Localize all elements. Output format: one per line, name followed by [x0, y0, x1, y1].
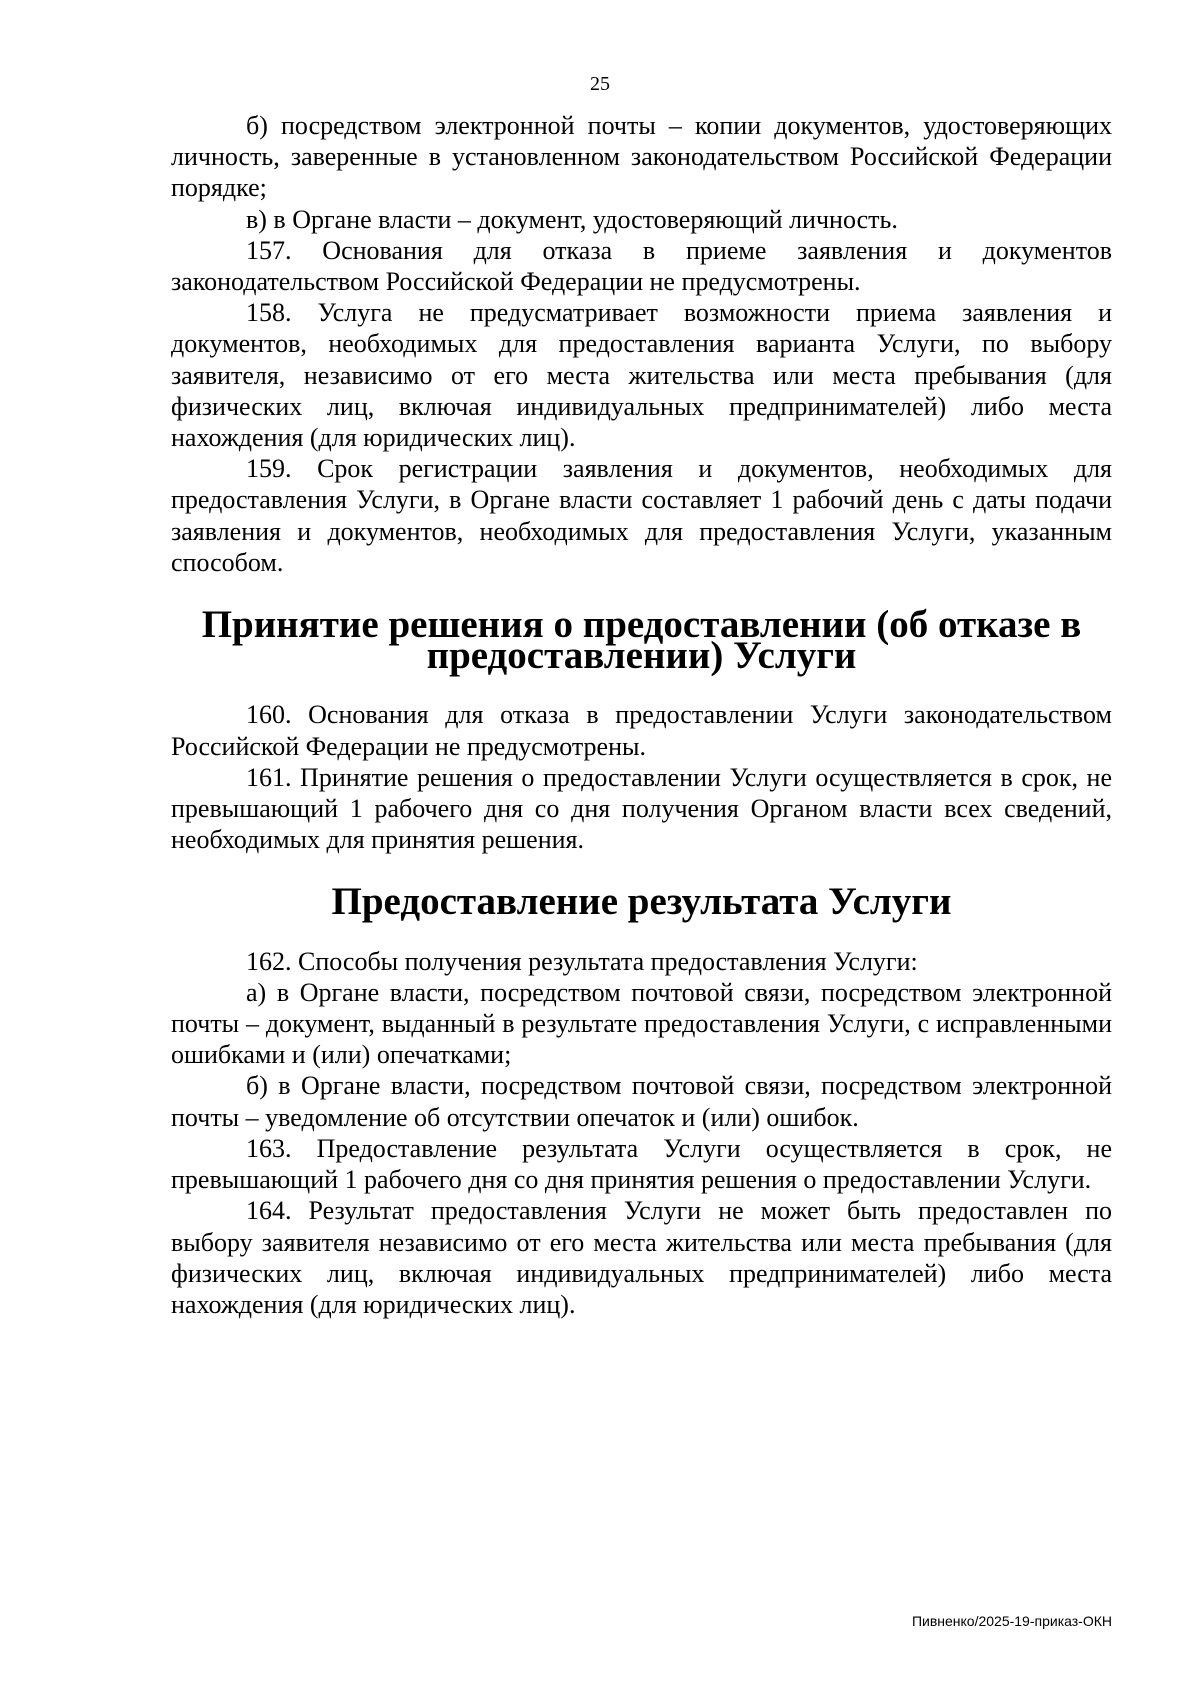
section-heading-result: Предоставление результата Услуги [331, 880, 952, 924]
document-body [171, 110, 1112, 1320]
paragraph-156b: б) посредством электронной почты – копии документов, удостоверяющих личность, заверенные в установленном законодательством Российской Федерации порядке; [171, 111, 1112, 203]
paragraph-162: 162. Способы получения результата предоставления Услуги: [246, 946, 918, 976]
paragraph-158: 158. Услуга не предусматривает возможности приема заявления и документов, необходимых для предоставления варианта Услуги, по выбору заявителя, независимо от его места жительства или места пребывания (для физических лиц, включая индивидуальных предпринимателей) либо места нахождения (для юридических лиц). [171, 298, 1112, 453]
paragraph-163: 163. Предоставление результата Услуги осуществляется в срок, не превышающий 1 рабочего дня со дня принятия решения о предоставлении Услуги. [171, 1133, 1112, 1195]
paragraph-157: 157. Основания для отказа в приеме заявления и документов законодательством Российской Федерации не предусмотрены. [171, 235, 1112, 297]
paragraph-161: 161. Принятие решения о предоставлении Услуги осуществляется в срок, не превышающий 1 рабочего дня со дня получения Органом власти всех сведений, необходимых для принятия решения. [171, 762, 1112, 855]
paragraph-162b: б) в Органе власти, посредством почтовой связи, посредством электронной почты – уведомление об отсутствии опечаток и (или) ошибок. [171, 1071, 1112, 1132]
paragraph-156v: в) в Органе власти – документ, удостоверяющий личность. [246, 204, 898, 234]
paragraph-159: 159. Срок регистрации заявления и документов, необходимых для предоставления Услуги, в Органе власти составляет 1 рабочий день с даты подачи заявления и документов, необходимых для предоставления Услуги, указанным способом. [171, 454, 1112, 577]
document-footer-code: Пивненко/2025-19-приказ-ОКН [911, 1613, 1112, 1629]
section-heading-decision: Принятие решения о предоставлении (об отказе в предоставлении) Услуги [201, 603, 1082, 678]
paragraph-160: 160. Основания для отказа в предоставлении Услуги законодательством Российской Федерации не предусмотрены. [171, 700, 1112, 761]
page-number: 25 [590, 73, 610, 95]
paragraph-164: 164. Результат предоставления Услуги не может быть предоставлен по выбору заявителя независимо от его места жительства или места пребывания (для физических лиц, включая индивидуальных предпринимателей) либо места нахождения (для юридических лиц). [171, 1196, 1112, 1319]
paragraph-162a: а) в Органе власти, посредством почтовой связи, посредством электронной почты – документ, выданный в результате предоставления Услуги, с исправленными ошибками и (или) опечатками; [171, 977, 1112, 1070]
